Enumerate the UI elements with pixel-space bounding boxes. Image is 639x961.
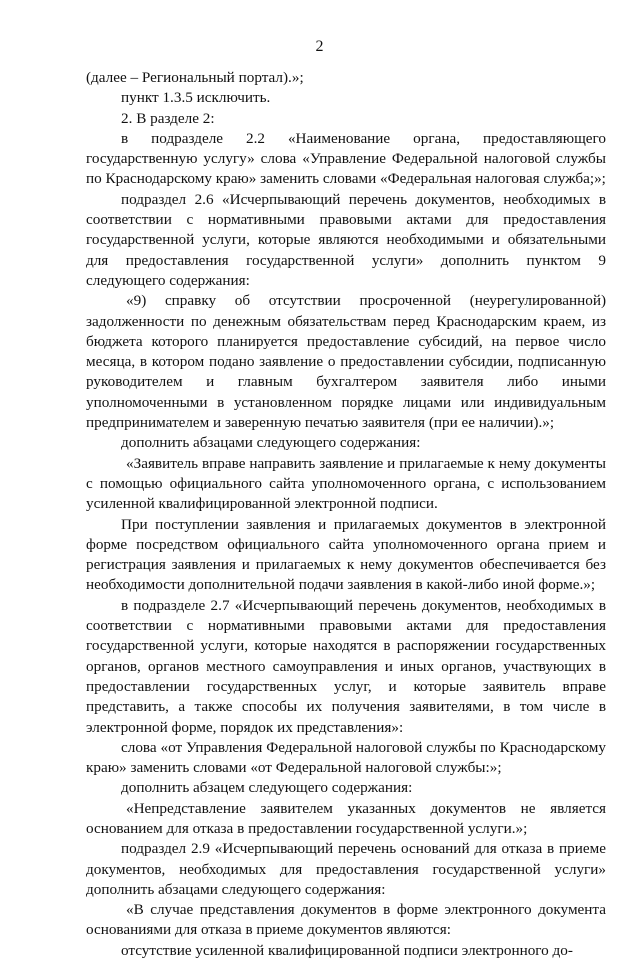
paragraph: отсутствие усиленной квалифицированной подписи электронного до- xyxy=(121,941,573,959)
paragraph: «В случае представления документов в форме электронного документа основаниями для отказа в приеме документов являются: xyxy=(86,901,606,939)
paragraph: пункт 1.3.5 исключить. xyxy=(121,89,271,107)
paragraph: «Непредставление заявителем указанных документов не является основанием для отказа в предоставлении государственной услуги.»; xyxy=(86,799,606,837)
paragraph: «Заявитель вправе направить заявление и прилагаемые к нему документы с помощью официального сайта уполномоченного органа, с использованием усиленной квалифицированной электронной подписи. xyxy=(86,454,606,513)
paragraph: в подразделе 2.7 «Исчерпывающий перечень документов, необходимых в соответствии с нормативными правовыми актами для предоставления государственной услуги, которые находятся в распоряжении государственных органов, органов местного самоуправления и иных органов, участвующих в предоставлении государственных услуг, и которые заявитель вправе представить, а также способы их получения заявителями, в том числе в электронной форме, порядок их представления»: xyxy=(86,596,606,736)
page-number: 2 xyxy=(315,38,324,55)
paragraph: слова «от Управления Федеральной налоговой службы по Краснодарскому краю» заменить словами «от Федеральной налоговой службы:»; xyxy=(86,738,606,777)
paragraph: При поступлении заявления и прилагаемых документов в электронной форме посредством официального сайта уполномоченного органа прием и регистрация заявления и прилагаемых к нему документов обеспечивается без необходимости дополнительной подачи заявления в какой-либо иной форме.»; xyxy=(86,515,606,594)
paragraph: подраздел 2.9 «Исчерпывающий перечень оснований для отказа в приеме документов, необходимых для предоставления государственной услуги» дополнить абзацами следующего содержания: xyxy=(86,840,606,898)
paragraph: «9) справку об отсутствии просроченной (неурегулированной) задолженности по денежным обязательствам перед Краснодарским краем, из бюджета которого планируется предоставление субсидий, на первое число месяца, в котором подано заявление о предоставлении субсидии, подписанную руководителем и главным бухгалтером заявителя либо иными уполномоченными в установленном порядке лицами или индивидуальным предпринимателем и заверенную печатью заявителя (при ее наличии).»; xyxy=(86,292,606,432)
paragraph: дополнить абзацем следующего содержания: xyxy=(121,779,413,797)
paragraph: в подразделе 2.2 «Наименование органа, предоставляющего государственную услугу» слова «Управление Федеральной налоговой службы по Краснодарскому краю» заменить словами «Федеральная налоговая служба;»; xyxy=(86,129,606,188)
document-body xyxy=(86,68,606,961)
paragraph: дополнить абзацами следующего содержания: xyxy=(121,434,421,452)
paragraph: 2. В разделе 2: xyxy=(121,109,215,127)
paragraph: (далее – Региональный портал).»; xyxy=(86,69,304,86)
paragraph: подраздел 2.6 «Исчерпывающий перечень документов, необходимых в соответствии с нормативными правовыми актами для предоставления государственной услуги, которые являются необходимыми и обязательными для предоставления государственной услуги» дополнить пунктом 9 следующего содержания: xyxy=(86,190,606,289)
